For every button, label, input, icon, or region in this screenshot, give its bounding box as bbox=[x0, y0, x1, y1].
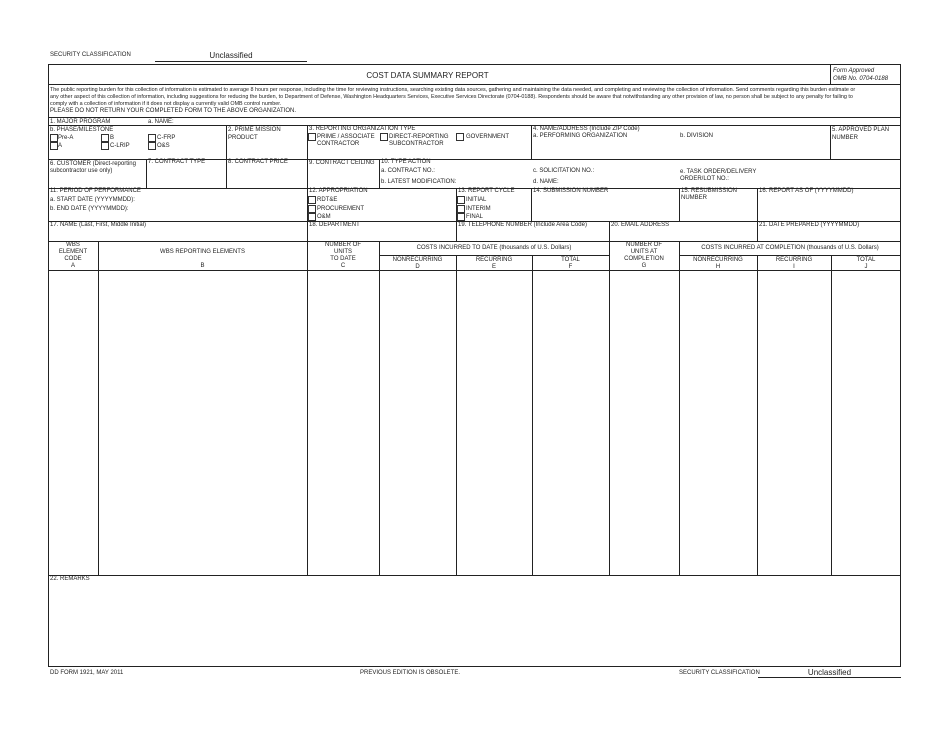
security-classification-label-bottom: SECURITY CLASSIFICATION bbox=[679, 670, 760, 676]
resubmission-label: 15. RESUBMISSION bbox=[681, 188, 738, 194]
phase-a-label: A bbox=[58, 143, 63, 149]
col-d-header-letter: D bbox=[415, 264, 420, 270]
email-label: 20. EMAIL ADDRESS bbox=[611, 222, 670, 228]
org-direct-label: DIRECT-REPORTING bbox=[389, 134, 449, 140]
date-prepared-field[interactable] bbox=[759, 230, 898, 240]
name-address-label: 4. NAME/ADDRESS (Include ZIP Code) bbox=[533, 126, 640, 132]
date-prepared-label: 21. DATE PREPARED (YYYYMMDD) bbox=[759, 222, 860, 228]
col-g-header-1: NUMBER OF bbox=[626, 242, 662, 248]
phase-os-label: O&S bbox=[157, 143, 170, 149]
customer-field[interactable] bbox=[50, 176, 144, 186]
form-number: DD FORM 1921, MAY 2011 bbox=[50, 670, 124, 676]
burden-notice: PLEASE DO NOT RETURN YOUR COMPLETED FORM TO THE ABOVE ORGANIZATION. bbox=[50, 108, 297, 114]
col-a-header-3: CODE bbox=[64, 256, 82, 262]
col-h-header-letter: H bbox=[715, 264, 721, 270]
col-j-header-letter: J bbox=[864, 264, 868, 270]
latest-modification-field[interactable] bbox=[455, 178, 527, 186]
approp-om-label: O&M bbox=[317, 214, 331, 220]
burden-line-3: comply with a collection of information if it does not display a currently valid OMB control number. bbox=[50, 101, 282, 107]
col-c-header-2: UNITS bbox=[334, 249, 352, 255]
col-e-header: RECURRING bbox=[475, 257, 513, 263]
previous-edition-note: PREVIOUS EDITION IS OBSOLETE. bbox=[360, 670, 461, 676]
solicitation-label: c. SOLICITATION NO.: bbox=[533, 168, 595, 174]
org-government-label: GOVERNMENT bbox=[466, 134, 510, 140]
prime-mission-label: 2. PRIME MISSION bbox=[228, 127, 281, 133]
prime-mission-label-2: PRODUCT bbox=[228, 135, 258, 141]
phase-pre-a-label: Pre-A bbox=[58, 135, 74, 141]
costs-at-completion-header: COSTS INCURRED AT COMPLETION (thousands of U.S. Dollars) bbox=[701, 245, 879, 251]
phase-b-label: B bbox=[110, 135, 115, 141]
col-a-header-2: ELEMENT bbox=[58, 249, 88, 255]
action-name-field[interactable] bbox=[560, 178, 676, 186]
division-label: b. DIVISION bbox=[680, 133, 714, 139]
contract-price-label: 8. CONTRACT PRICE bbox=[228, 159, 288, 165]
burden-line-1: The public reporting burden for this collection of information is estimated to average 8 hours per response, including the time for reviewing instructions, searching existing data sources, gathering and maintaining the data needed, and completing and reviewing the collection of information. Send comments regarding this burden estimate or bbox=[50, 87, 856, 93]
cycle-initial-label: INITIAL bbox=[466, 197, 487, 203]
completion-nonrecurring-column[interactable] bbox=[680, 271, 756, 574]
col-f-header-letter: F bbox=[568, 264, 573, 270]
reporting-org-type-label: 3. REPORTING ORGANIZATION TYPE bbox=[309, 126, 416, 132]
approved-plan-label: 5. APPROVED PLAN bbox=[832, 127, 890, 133]
costs-to-date-header: COSTS INCURRED TO DATE (thousands of U.S. Dollars) bbox=[416, 245, 572, 251]
col-g-header-2: UNITS AT bbox=[630, 249, 658, 255]
contract-type-field[interactable] bbox=[148, 167, 224, 186]
submission-number-field[interactable] bbox=[533, 197, 677, 219]
approp-om-checkbox[interactable] bbox=[308, 213, 316, 221]
col-g-header-letter: G bbox=[641, 263, 647, 269]
security-classification-label: SECURITY CLASSIFICATION bbox=[50, 52, 131, 58]
end-date-field[interactable] bbox=[128, 205, 305, 213]
end-date-label: b. END DATE (YYYYMMDD): bbox=[50, 206, 129, 212]
major-program-label: 1. MAJOR PROGRAM bbox=[50, 119, 111, 125]
units-to-date-column[interactable] bbox=[308, 271, 378, 574]
department-field[interactable] bbox=[309, 230, 454, 240]
program-name-label: a. NAME: bbox=[148, 119, 174, 125]
col-h-header: NONRECURRING bbox=[693, 257, 743, 263]
prime-mission-field[interactable] bbox=[228, 143, 305, 158]
contact-name-label: 17. NAME (Last, First, Middle Initial) bbox=[50, 222, 147, 228]
security-classification-bottom[interactable]: Unclassified bbox=[807, 668, 852, 677]
form-title: COST DATA SUMMARY REPORT bbox=[366, 71, 489, 80]
division-field[interactable] bbox=[680, 141, 825, 157]
email-field[interactable] bbox=[611, 230, 755, 240]
approp-procurement-label: PROCUREMENT bbox=[317, 206, 365, 212]
department-label: 18. DEPARTMENT bbox=[309, 222, 360, 228]
completion-total-column[interactable] bbox=[832, 271, 900, 574]
customer-label: 6. CUSTOMER (Direct-reporting bbox=[50, 161, 136, 167]
security-classification-top[interactable]: Unclassified bbox=[209, 51, 253, 60]
approp-rdte-label: RDT&E bbox=[317, 197, 338, 203]
resubmission-field[interactable] bbox=[681, 203, 755, 219]
col-i-header-letter: I bbox=[793, 264, 795, 270]
phase-pre-a-checkbox[interactable] bbox=[50, 134, 58, 142]
form-approved-label: Form Approved bbox=[833, 68, 875, 74]
col-g-header-3: COMPLETION bbox=[624, 256, 664, 262]
cycle-final-label: FINAL bbox=[466, 214, 484, 220]
contract-ceiling-field[interactable] bbox=[309, 168, 377, 186]
cycle-initial-checkbox[interactable] bbox=[457, 196, 465, 204]
telephone-field[interactable] bbox=[458, 230, 607, 240]
col-a-header-1: WBS bbox=[66, 242, 80, 248]
col-e-header-letter: E bbox=[491, 264, 496, 270]
report-cycle-label: 13. REPORT CYCLE bbox=[458, 188, 515, 194]
cycle-interim-checkbox[interactable] bbox=[457, 205, 465, 213]
col-c-header-3: TO DATE bbox=[330, 256, 356, 262]
solicitation-field[interactable] bbox=[596, 167, 676, 175]
phase-os-checkbox[interactable] bbox=[148, 142, 156, 150]
latest-modification-label: b. LATEST MODIFICATION: bbox=[381, 179, 457, 185]
task-order-label-2: ORDER/LOT NO.: bbox=[680, 176, 729, 182]
report-as-of-field[interactable] bbox=[759, 197, 898, 219]
approp-rdte-checkbox[interactable] bbox=[308, 196, 316, 204]
phase-b-checkbox[interactable] bbox=[101, 134, 109, 142]
approved-plan-field[interactable] bbox=[832, 143, 898, 157]
to-date-total-column[interactable] bbox=[533, 271, 608, 574]
phase-c-lrip-label: C-LRIP bbox=[110, 143, 130, 149]
col-j-header: TOTAL bbox=[856, 257, 876, 263]
phase-milestone-label: b. PHASE/MILESTONE bbox=[50, 127, 114, 133]
task-order-field[interactable] bbox=[728, 176, 898, 186]
contract-no-field[interactable] bbox=[431, 167, 526, 175]
phase-c-frp-label: C-FRP bbox=[157, 135, 176, 141]
phase-c-frp-checkbox[interactable] bbox=[148, 134, 156, 142]
col-b-header-letter: B bbox=[200, 263, 205, 269]
phase-c-lrip-checkbox[interactable] bbox=[101, 142, 109, 150]
resubmission-label-2: NUMBER bbox=[681, 195, 708, 201]
telephone-label: 19. TELEPHONE NUMBER (Include Area Code) bbox=[458, 222, 587, 228]
type-action-label: 10. TYPE ACTION bbox=[381, 159, 431, 165]
start-date-label: a. START DATE (YYYYMMDD): bbox=[50, 197, 135, 203]
customer-label-2: subcontractor use only) bbox=[50, 168, 113, 174]
col-c-header-letter: C bbox=[340, 263, 346, 269]
org-direct-label-2: SUBCONTRACTOR bbox=[389, 141, 444, 147]
approp-procurement-checkbox[interactable] bbox=[308, 205, 316, 213]
col-f-header: TOTAL bbox=[561, 257, 580, 263]
org-prime-label-2: CONTRACTOR bbox=[317, 141, 360, 147]
col-b-header: WBS REPORTING ELEMENTS bbox=[160, 249, 245, 255]
omb-number: OMB No. 0704-0188 bbox=[833, 76, 889, 82]
units-at-completion-column[interactable] bbox=[610, 271, 678, 574]
to-date-nonrecurring-column[interactable] bbox=[380, 271, 455, 574]
submission-number-label: 14. SUBMISSION NUMBER bbox=[533, 188, 609, 194]
org-prime-checkbox[interactable] bbox=[308, 133, 316, 141]
contract-type-label: 7. CONTRACT TYPE bbox=[148, 159, 206, 165]
to-date-recurring-column[interactable] bbox=[457, 271, 531, 574]
start-date-field[interactable] bbox=[130, 196, 305, 204]
wbs-elements-column[interactable] bbox=[99, 271, 306, 574]
contract-no-label: a. CONTRACT NO.: bbox=[381, 168, 435, 174]
contract-price-field[interactable] bbox=[228, 167, 305, 186]
org-direct-checkbox[interactable] bbox=[380, 133, 388, 141]
col-c-header-1: NUMBER OF bbox=[325, 242, 361, 248]
performing-org-label: a. PERFORMING ORGANIZATION bbox=[533, 133, 628, 139]
period-of-performance-label: 11. PERIOD OF PERFORMANCE bbox=[50, 188, 141, 194]
action-name-label: d. NAME: bbox=[533, 179, 559, 185]
col-a-header-letter: A bbox=[70, 263, 75, 269]
report-as-of-label: 16. REPORT AS OF (YYYYMMDD) bbox=[759, 188, 854, 194]
completion-recurring-column[interactable] bbox=[758, 271, 830, 574]
task-order-label: e. TASK ORDER/DELIVERY bbox=[680, 169, 757, 175]
phase-a-checkbox[interactable] bbox=[50, 142, 58, 150]
col-i-header: RECURRING bbox=[775, 257, 813, 263]
org-government-checkbox[interactable] bbox=[456, 133, 464, 141]
contract-ceiling-label: 9. CONTRACT CEILING bbox=[309, 160, 375, 166]
contact-name-field[interactable] bbox=[50, 230, 305, 240]
burden-line-2: any other aspect of this collection of information, including suggestions for reducing the burden, to Department of Defense, Washington Headquarters Services, Executive Services Directorate (0704-0188). Respondents should be aware that notwithstanding any other provision of law, no person shall be subject to any penalty for failing to bbox=[50, 94, 853, 100]
cycle-final-checkbox[interactable] bbox=[457, 213, 465, 221]
org-prime-label: PRIME / ASSOCIATE bbox=[317, 134, 375, 140]
remarks-field[interactable] bbox=[50, 585, 898, 665]
cycle-interim-label: INTERIM bbox=[466, 206, 491, 212]
performing-org-field[interactable] bbox=[533, 141, 673, 157]
wbs-code-column[interactable] bbox=[49, 271, 97, 574]
remarks-label: 22. REMARKS bbox=[50, 576, 90, 582]
appropriation-label: 12. APPROPRIATION bbox=[309, 188, 368, 194]
approved-plan-label-2: NUMBER bbox=[832, 135, 859, 141]
col-d-header: NONRECURRING bbox=[392, 257, 443, 263]
